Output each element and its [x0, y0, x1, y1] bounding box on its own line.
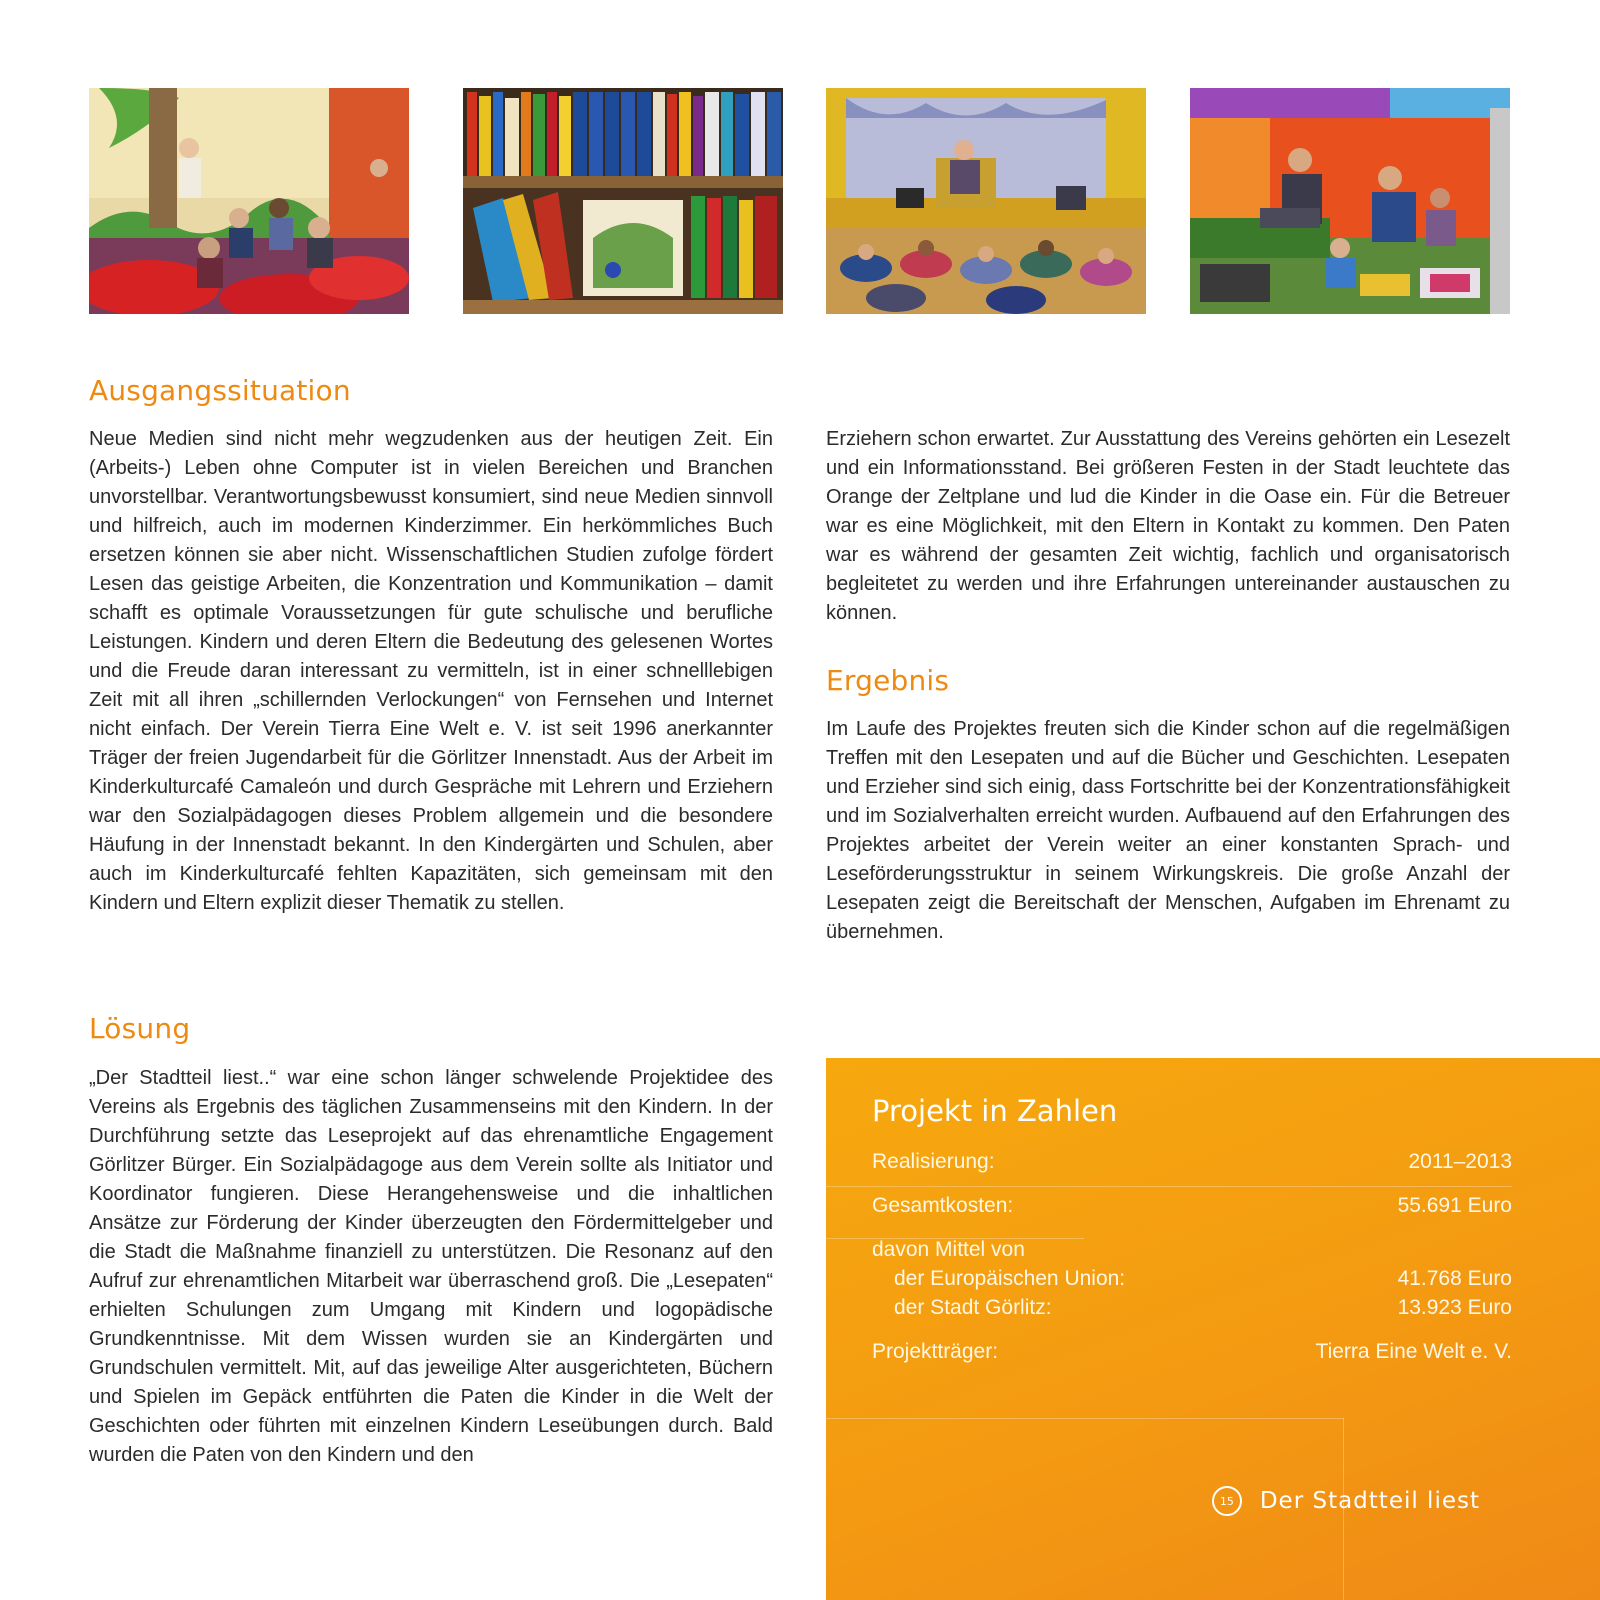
text-ergebnis: Im Laufe des Projektes freuten sich die Kinder schon auf die regelmäßigen Treffen mit den Lesepaten und auf die Bücher und Geschichten. Lesepaten und Erzieher sind sich einig, dass Fortschritte bei der Konzentrationsfähigkeit und im Sozialverhalten erreicht wurden. Aufbauend auf den Erfahrungen des Projektes arbeitet der Verein weiter an einer konstanten Sprach- und Leseförderungsstruktur in seinem Wirkungskreis. Die große Anzahl der Lesepaten zeigt die Bereitschaft der Menschen, Aufgaben im Ehrenamt zu übernehmen. [826, 718, 1510, 943]
fact-label: davon Mittel von [872, 1238, 1025, 1261]
facts-box [826, 1058, 1600, 1600]
divider [826, 1186, 1512, 1187]
fact-value: 13.923 Euro [1397, 1296, 1512, 1319]
heading-ausgangssituation: Ausgangssituation [89, 374, 351, 407]
fact-label: Realisierung: [872, 1150, 995, 1173]
heading-loesung: Lösung [89, 1012, 191, 1045]
fact-label: der Stadt Görlitz: [894, 1296, 1052, 1319]
text-loesung-continuation: Erziehern schon erwartet. Zur Ausstattung des Vereins gehörten ein Lesezelt und ein Informationsstand. Bei größeren Festen in der Stadt leuchtete das Orange der Zeltplane und lud die Kinder in die Oase ein. Für die Betreuer war es eine Möglichkeit, mit den Eltern in Kontakt zu kommen. Den Paten war es während der gesamten Zeit wichtig, fachlich und organisatorisch begleitetet zu werden und ihre Erfahrungen untereinander austauschen zu können. [826, 428, 1510, 624]
heading-ergebnis: Ergebnis [826, 664, 950, 697]
fact-traeger [872, 1340, 1512, 1364]
fact-value: Tierra Eine Welt e. V. [1315, 1340, 1512, 1363]
page-number: 15 [1212, 1486, 1242, 1516]
text-ausgangssituation: Neue Medien sind nicht mehr wegzudenken aus der heutigen Zeit. Ein (Arbeits-) Leben ohne Computer ist in vielen Bereichen und Branchen unvorstellbar. Verantwortungsbewusst konsumiert, sind neue Medien sinnvoll und hilfreich, auch im modernen Kinderzimmer. Ein herkömmliches Buch ersetzen können sie aber nicht. Wissenschaftlichen Studien zufolge fördert Lesen das geistige Arbeiten, die Konzentration und Kommunikation – damit schafft es optimale Voraussetzungen für gute schulische und berufliche Leistungen. Kindern und deren Eltern die Bedeutung des gelesenen Wortes und die Freude daran interessant zu vermitteln, ist in einer schnelllebigen Zeit mit all ihren „schillernden Verlockungen“ von Fernsehen und Internet nicht einfach. Der Verein Tierra Eine Welt e. V. ist seit 1996 anerkannter Träger der freien Jugendarbeit für die Görlitzer Innenstadt. Aus der Arbeit im Kinderkulturcafé Camaleón und durch Gespräche mit Lehrern und Erziehern war den Sozialpädagogen dieses Problem allgemein und die besondere Häufung in der Innenstadt bekannt. In den Kindergärten und Schulen, aber auch im Kinderkulturcafé fehlten Kapazitäten, sich gemeinsam mit den Kindern und Eltern explizit dieser Thematik zu stellen. [89, 428, 773, 914]
photo-children-reading-room [89, 88, 409, 314]
fact-label: Projektträger: [872, 1340, 999, 1363]
fact-label: der Europäischen Union: [894, 1267, 1126, 1290]
text-loesung: „Der Stadtteil liest..“ war eine schon länger schwelende Projektidee des Vereins als Ergebnis des täglichen Zusammenseins mit den Kindern. In der Durchführung setzte das Leseprojekt auf das ehrenamtliche Engagement Görlitzer Bürger. Ein Sozialpädagoge aus dem Verein sollte als Initiator und Koordinator fungieren. Diese Herangehensweise und die inhaltlichen Ansätze zur Förderung der Kinder überzeugten den Fördermittelgeber und die Stadt die Maßnahme finanziell zu unterstützen. Die Resonanz auf den Aufruf zur ehrenamtlichen Mitarbeit war überraschend groß. Die „Lesepaten“ erhielten Schulungen zum Umgang mit Kindern und logopädische Grundkenntnisse. Mit dem Wissen wurden sie an Kindergärten und Grundschulen vermittelt. Mit, auf das jeweilige Alter ausgerichteten, Büchern und Spielen im Gepäck entführten die Paten die Kinder in die Welt der Geschichten oder führten mit einzelnen Kindern Leseübungen durch. Bald wurden die Paten von den Kindern und den [89, 1067, 773, 1466]
fact-eu [872, 1267, 1512, 1291]
photo-reading-tent [1190, 88, 1510, 314]
fact-label: Gesamtkosten: [872, 1194, 1014, 1217]
fact-value: 41.768 Euro [1397, 1267, 1512, 1290]
fact-value: 2011–2013 [1408, 1150, 1512, 1173]
fact-davon [872, 1238, 1512, 1262]
fact-gesamtkosten [872, 1194, 1512, 1218]
divider [826, 1418, 1344, 1419]
fact-realisierung [872, 1150, 1512, 1174]
facts-title: Projekt in Zahlen [872, 1094, 1118, 1128]
footer-title: Der Stadtteil liest [1259, 1488, 1480, 1514]
fact-value: 55.691 Euro [1397, 1194, 1512, 1217]
photo-storyteller-stage [826, 88, 1146, 314]
photo-bookshelf [463, 88, 783, 314]
fact-stadt [872, 1296, 1512, 1320]
page-footer [1212, 1486, 1480, 1516]
